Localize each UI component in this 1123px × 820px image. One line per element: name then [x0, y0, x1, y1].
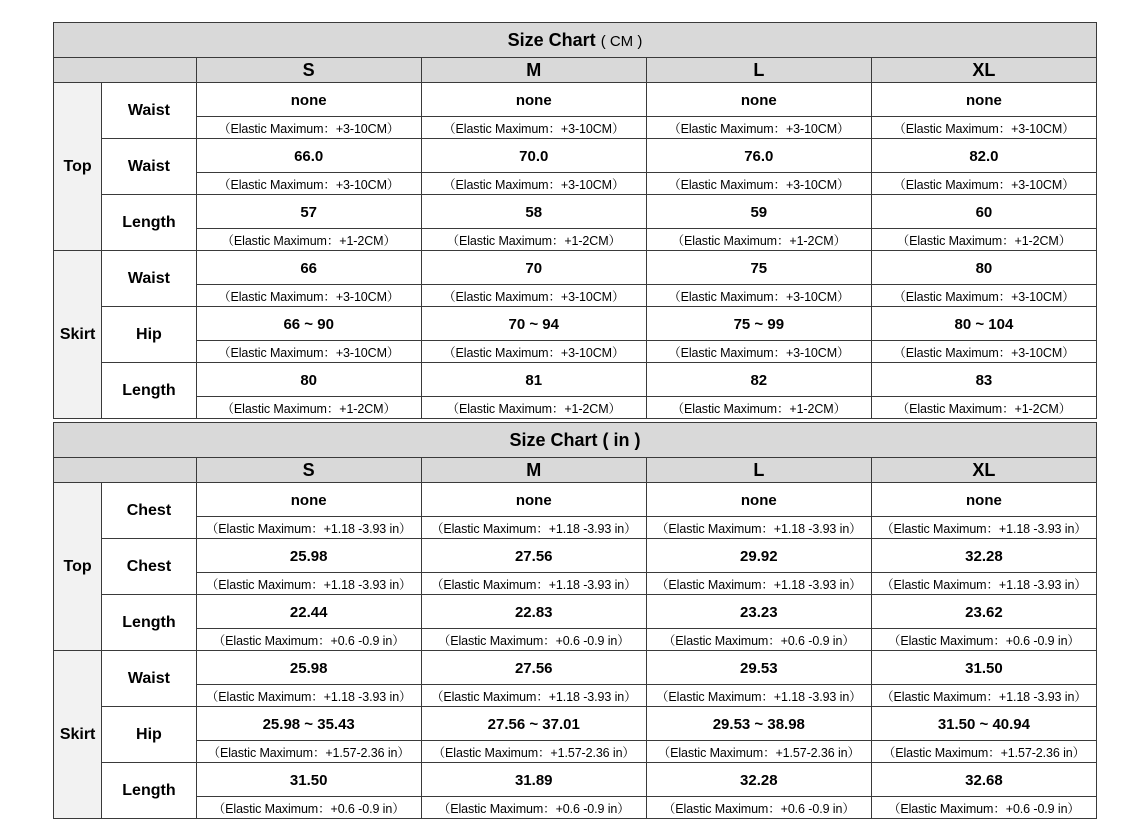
elastic-note: （Elastic Maximum：+1.18 -3.93 in）	[196, 685, 421, 707]
elastic-note: （Elastic Maximum：+3-10CM）	[196, 117, 421, 139]
table-row	[54, 83, 1097, 117]
measure-label: Waist	[102, 651, 196, 707]
elastic-note: （Elastic Maximum：+1-2CM）	[646, 229, 871, 251]
elastic-note: （Elastic Maximum：+3-10CM）	[421, 341, 646, 363]
measure-value: 70 ~ 94	[421, 307, 646, 341]
measure-label: Hip	[102, 307, 196, 363]
measure-value: 22.44	[196, 595, 421, 629]
note-row	[54, 173, 1097, 195]
measure-value: 31.50 ~ 40.94	[871, 707, 1096, 741]
elastic-note: （Elastic Maximum：+3-10CM）	[871, 117, 1096, 139]
measure-label: Length	[102, 595, 196, 651]
elastic-note: （Elastic Maximum：+1.18 -3.93 in）	[646, 573, 871, 595]
elastic-note: （Elastic Maximum：+0.6 -0.9 in）	[196, 797, 421, 819]
note-row	[54, 517, 1097, 539]
size-header-blank	[54, 58, 197, 83]
elastic-note: （Elastic Maximum：+1-2CM）	[871, 229, 1096, 251]
elastic-note: （Elastic Maximum：+3-10CM）	[646, 341, 871, 363]
note-row	[54, 229, 1097, 251]
measure-value: 32.28	[646, 763, 871, 797]
elastic-note: （Elastic Maximum：+1.18 -3.93 in）	[646, 685, 871, 707]
measure-value: 66.0	[196, 139, 421, 173]
section-label: Skirt	[54, 651, 102, 819]
elastic-note: （Elastic Maximum：+1-2CM）	[196, 229, 421, 251]
size-header-xl: XL	[871, 58, 1096, 83]
note-row	[54, 797, 1097, 819]
elastic-note: （Elastic Maximum：+3-10CM）	[196, 285, 421, 307]
measure-value: none	[196, 83, 421, 117]
chart-title: Size Chart	[507, 29, 596, 50]
table-row	[54, 763, 1097, 797]
measure-value: 32.68	[871, 763, 1096, 797]
size-header-m: M	[421, 58, 646, 83]
table-row	[54, 195, 1097, 229]
table-row	[54, 707, 1097, 741]
elastic-note: （Elastic Maximum：+1-2CM）	[421, 229, 646, 251]
elastic-note: （Elastic Maximum：+0.6 -0.9 in）	[421, 629, 646, 651]
measure-value: 66	[196, 251, 421, 285]
note-row	[54, 285, 1097, 307]
section-label: Top	[54, 483, 102, 651]
measure-value: 66 ~ 90	[196, 307, 421, 341]
measure-value: 31.89	[421, 763, 646, 797]
measure-value: 82.0	[871, 139, 1096, 173]
measure-label: Length	[102, 763, 196, 819]
size-header-l: L	[646, 58, 871, 83]
chart-title: Size Chart ( in )	[509, 429, 641, 450]
measure-value: 23.23	[646, 595, 871, 629]
table-row	[54, 307, 1097, 341]
elastic-note: （Elastic Maximum：+3-10CM）	[421, 173, 646, 195]
note-row	[54, 573, 1097, 595]
measure-value: none	[421, 483, 646, 517]
table-row	[54, 251, 1097, 285]
measure-value: none	[646, 483, 871, 517]
elastic-note: （Elastic Maximum：+1-2CM）	[196, 397, 421, 419]
measure-value: none	[871, 483, 1096, 517]
measure-label: Length	[102, 195, 196, 251]
note-row	[54, 117, 1097, 139]
measure-value: 23.62	[871, 595, 1096, 629]
elastic-note: （Elastic Maximum：+0.6 -0.9 in）	[646, 629, 871, 651]
measure-value: 25.98	[196, 651, 421, 685]
table-row	[54, 651, 1097, 685]
table-row	[54, 139, 1097, 173]
elastic-note: （Elastic Maximum：+3-10CM）	[871, 341, 1096, 363]
elastic-note: （Elastic Maximum：+3-10CM）	[871, 285, 1096, 307]
measure-value: 76.0	[646, 139, 871, 173]
measure-value: 58	[421, 195, 646, 229]
size-header-s: S	[196, 58, 421, 83]
measure-value: 81	[421, 363, 646, 397]
measure-value: 59	[646, 195, 871, 229]
size-chart-table	[53, 22, 1097, 419]
chart-title-cell	[54, 423, 1097, 458]
measure-value: 31.50	[196, 763, 421, 797]
measure-value: 27.56 ~ 37.01	[421, 707, 646, 741]
elastic-note: （Elastic Maximum：+3-10CM）	[646, 285, 871, 307]
measure-value: 27.56	[421, 651, 646, 685]
measure-value: 60	[871, 195, 1096, 229]
section-label: Top	[54, 83, 102, 251]
measure-value: 80 ~ 104	[871, 307, 1096, 341]
elastic-note: （Elastic Maximum：+1.18 -3.93 in）	[646, 517, 871, 539]
elastic-note: （Elastic Maximum：+1-2CM）	[871, 397, 1096, 419]
measure-value: 70.0	[421, 139, 646, 173]
measure-value: 80	[196, 363, 421, 397]
chart-title-cell	[54, 23, 1097, 58]
measure-value: none	[871, 83, 1096, 117]
elastic-note: （Elastic Maximum：+1.18 -3.93 in）	[196, 517, 421, 539]
elastic-note: （Elastic Maximum：+0.6 -0.9 in）	[196, 629, 421, 651]
table-row	[54, 483, 1097, 517]
elastic-note: （Elastic Maximum：+0.6 -0.9 in）	[871, 797, 1096, 819]
measure-value: 29.53 ~ 38.98	[646, 707, 871, 741]
table-row	[54, 539, 1097, 573]
elastic-note: （Elastic Maximum：+1.18 -3.93 in）	[871, 573, 1096, 595]
measure-value: 57	[196, 195, 421, 229]
measure-value: 32.28	[871, 539, 1096, 573]
note-row	[54, 629, 1097, 651]
size-chart-table	[53, 422, 1097, 819]
elastic-note: （Elastic Maximum：+1.18 -3.93 in）	[871, 517, 1096, 539]
measure-label: Chest	[102, 483, 196, 539]
measure-value: 83	[871, 363, 1096, 397]
elastic-note: （Elastic Maximum：+1.57-2.36 in）	[871, 741, 1096, 763]
size-header-blank	[54, 458, 197, 483]
elastic-note: （Elastic Maximum：+3-10CM）	[871, 173, 1096, 195]
size-header-l: L	[646, 458, 871, 483]
elastic-note: （Elastic Maximum：+3-10CM）	[196, 341, 421, 363]
measure-value: 27.56	[421, 539, 646, 573]
measure-value: none	[646, 83, 871, 117]
measure-value: 75	[646, 251, 871, 285]
section-label: Skirt	[54, 251, 102, 419]
elastic-note: （Elastic Maximum：+1-2CM）	[646, 397, 871, 419]
size-header-m: M	[421, 458, 646, 483]
measure-value: 25.98 ~ 35.43	[196, 707, 421, 741]
measure-label: Chest	[102, 539, 196, 595]
table-row	[54, 595, 1097, 629]
measure-label: Length	[102, 363, 196, 419]
note-row	[54, 397, 1097, 419]
elastic-note: （Elastic Maximum：+3-10CM）	[646, 117, 871, 139]
elastic-note: （Elastic Maximum：+3-10CM）	[196, 173, 421, 195]
note-row	[54, 741, 1097, 763]
elastic-note: （Elastic Maximum：+1.57-2.36 in）	[421, 741, 646, 763]
measure-value: 29.53	[646, 651, 871, 685]
elastic-note: （Elastic Maximum：+1.57-2.36 in）	[196, 741, 421, 763]
measure-value: none	[421, 83, 646, 117]
size-header-s: S	[196, 458, 421, 483]
measure-value: 80	[871, 251, 1096, 285]
elastic-note: （Elastic Maximum：+1.18 -3.93 in）	[421, 517, 646, 539]
measure-label: Hip	[102, 707, 196, 763]
measure-value: 70	[421, 251, 646, 285]
measure-label: Waist	[102, 139, 196, 195]
elastic-note: （Elastic Maximum：+1.18 -3.93 in）	[871, 685, 1096, 707]
measure-value: 31.50	[871, 651, 1096, 685]
elastic-note: （Elastic Maximum：+3-10CM）	[646, 173, 871, 195]
measure-label: Waist	[102, 251, 196, 307]
note-row	[54, 685, 1097, 707]
elastic-note: （Elastic Maximum：+1.18 -3.93 in）	[196, 573, 421, 595]
size-header-xl: XL	[871, 458, 1096, 483]
measure-value: 75 ~ 99	[646, 307, 871, 341]
elastic-note: （Elastic Maximum：+1.18 -3.93 in）	[421, 685, 646, 707]
measure-value: 82	[646, 363, 871, 397]
elastic-note: （Elastic Maximum：+1.18 -3.93 in）	[421, 573, 646, 595]
elastic-note: （Elastic Maximum：+0.6 -0.9 in）	[871, 629, 1096, 651]
elastic-note: （Elastic Maximum：+0.6 -0.9 in）	[646, 797, 871, 819]
chart-unit: ( CM )	[600, 32, 643, 50]
elastic-note: （Elastic Maximum：+3-10CM）	[421, 285, 646, 307]
measure-value: 29.92	[646, 539, 871, 573]
note-row	[54, 341, 1097, 363]
measure-label: Waist	[102, 83, 196, 139]
elastic-note: （Elastic Maximum：+0.6 -0.9 in）	[421, 797, 646, 819]
elastic-note: （Elastic Maximum：+1-2CM）	[421, 397, 646, 419]
measure-value: none	[196, 483, 421, 517]
measure-value: 25.98	[196, 539, 421, 573]
measure-value: 22.83	[421, 595, 646, 629]
table-row	[54, 363, 1097, 397]
elastic-note: （Elastic Maximum：+3-10CM）	[421, 117, 646, 139]
elastic-note: （Elastic Maximum：+1.57-2.36 in）	[646, 741, 871, 763]
